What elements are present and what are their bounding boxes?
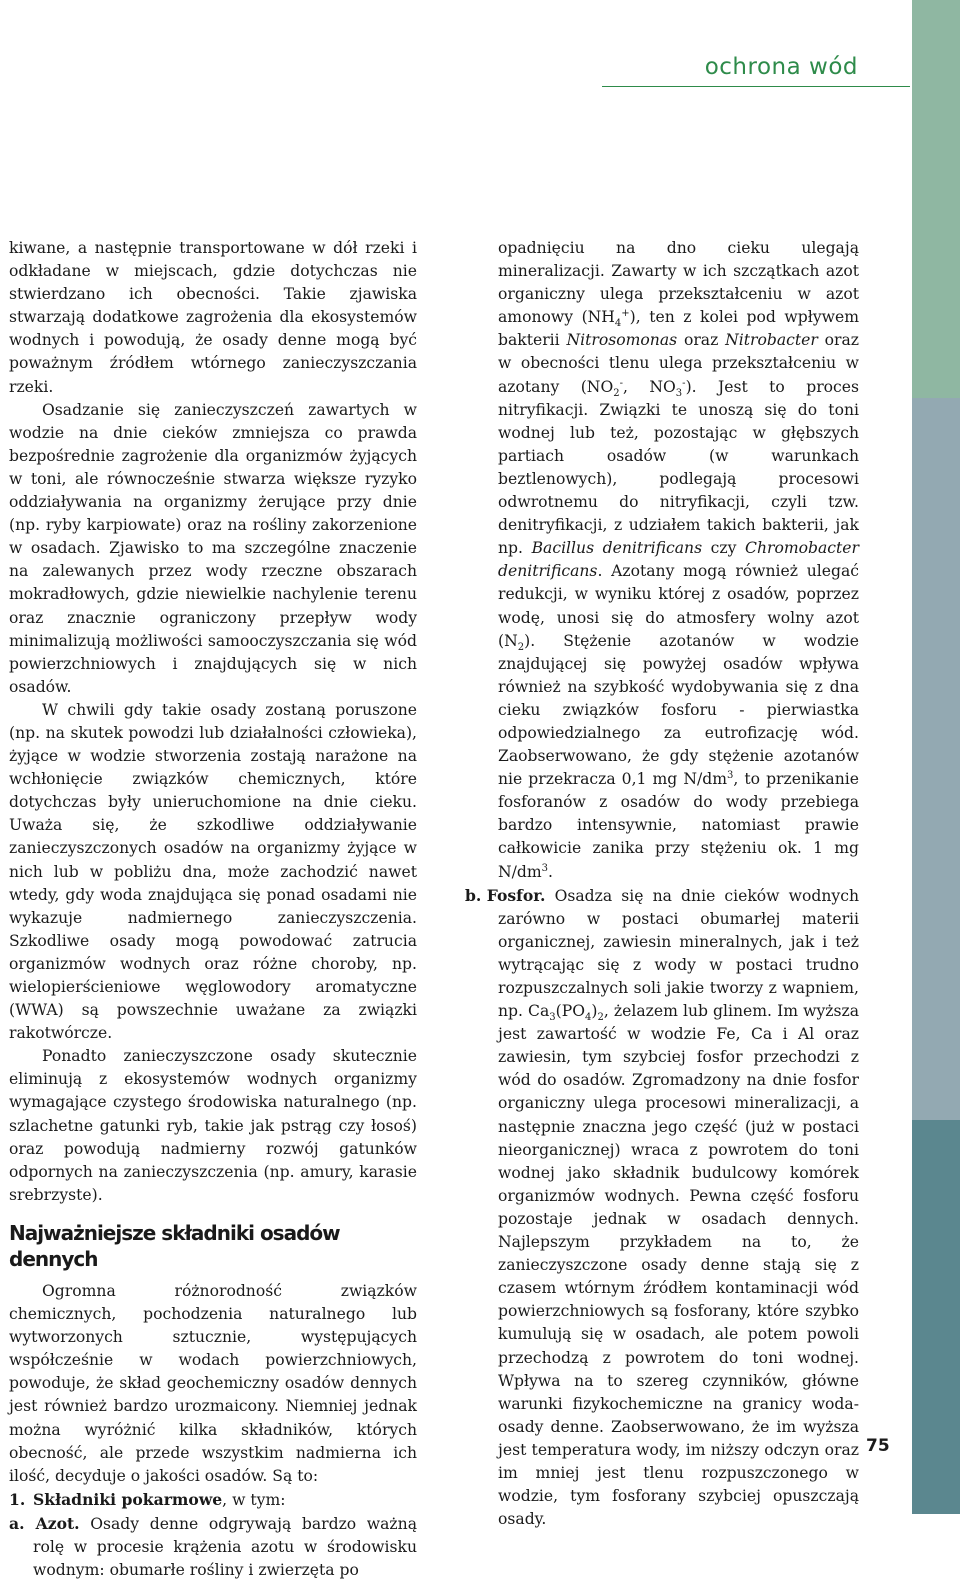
page-number: 75 <box>866 1436 890 1456</box>
italic-term: Nitrobacter <box>725 331 818 350</box>
text-run: opadnięciu na dno cieku ulegają mineralizacji. Zawarty w ich szczątkach azot organiczny ulega przekształceniu w azot amonowy (NH <box>498 239 859 327</box>
side-color-bar <box>912 0 960 1514</box>
text-run: , NO <box>623 377 676 396</box>
sublist-item-label: b. Fosfor. <box>465 885 546 905</box>
text-run: Osadza się na dnie cieków wodnych zarówno w postaci obumarłej materii organicznej, zawiesin mineralnych, jak i też wytrącając się z wody w postaci trudno rozpuszczalnych soli jakie tworzy z wapniem, np. Ca <box>498 886 859 1021</box>
sublist-item <box>465 884 859 1532</box>
paragraph: kiwane, a następnie transportowane w dół rzeki i odkładane w miejscach, gdzie dotychczas nie stwierdzano ich obecności. Takie zjawiska stwarzają dodatkowe zagrożenia dla ekosystemów wodnych i powodują, że osady denne mogą być poważnym źródłem wtórnego zanieczyszczania rzeki. <box>9 239 417 396</box>
text-run: ) <box>591 1002 598 1021</box>
italic-term: Nitrosomonas <box>566 331 678 350</box>
subscript: 3 <box>549 1012 556 1024</box>
subscript: 3 <box>675 387 683 399</box>
text-run: oraz w obecności tlenu ulega przekształceniu w azotany (NO <box>498 331 859 396</box>
list-item <box>9 1488 417 1512</box>
text-run: ). Stężenie azotanów w wodzie znajdującej się powyżej osadów wpływa również na szybkość wydobywania się z dna cieku związków fosforu - pierwiastka odpowiedzialnego za eutrofizację wód. Zaobserwowano, że gdy stężenie azotanów nie przekracza 0,1 mg N/dm <box>498 631 859 789</box>
subscript: 2 <box>613 387 620 399</box>
subscript: 4 <box>585 1012 592 1024</box>
italic-term: Bacillus denitrificans <box>531 539 703 558</box>
paragraph: Ponadto zanieczyszczone osady skutecznie eliminują z ekosystemów wodnych organizmy wymagające czystego środowiska naturalnego (np. szlachetne gatunki ryb, takie jak pstrąg czy łosoś) oraz powodują nadmierny rozwój gatunków odpornych na zanieczyszczenia (np. amury, karasie srebrzyste). <box>9 1047 417 1204</box>
text-run: (PO <box>555 1002 586 1021</box>
side-bar-segment-teal <box>912 1120 960 1514</box>
text-run: ). Jest to proces nitryfikacji. Związki te unoszą się do toni wodnej lub też, pozostając w głębszych partiach osadów (w warunkach beztlenowych), podlegają procesowi odwrotnemu do nitryfikacji, czyli tzw. denitryfikacji, z udziałem takich bakterii, jak np. <box>498 377 859 558</box>
subscript: 2 <box>517 641 525 653</box>
text-run: . Azotany mogą również ulegać redukcji, w wyniku której z osadów, poprzez wodę, unosi się do atmosfery wolny azot (N <box>498 562 859 650</box>
superscript: + <box>621 308 630 320</box>
text-run: oraz <box>677 331 726 350</box>
superscript: 3 <box>541 862 549 874</box>
text-run: ), ten z kolei pod wpływem bakterii <box>498 308 859 350</box>
paragraph <box>465 237 859 884</box>
list-number: 1. <box>9 1489 26 1509</box>
header-rule <box>602 86 910 87</box>
text-run: . <box>548 862 554 881</box>
sublist-item-text: Osady denne odgrywają bardzo ważną rolę w procesie krążenia azotu w środowisku wodnym: obumarłe rośliny i zwierzęta po <box>33 1514 417 1580</box>
superscript: - <box>682 377 686 389</box>
paragraph: Ogromna różnorodność związków chemicznych, pochodzenia naturalnego lub wytworzonych sztucznie, występujących współcześnie w wodach powierzchniowych, powoduje, że skład geochemiczny osadów dennych jest również bardzo urozmaicony. Niemniej jednak można wyróżnić kilka składników, których obecność, ale przede wszystkim nadmierna ich ilość, decyduje o jakości osadów. Są to: <box>9 1281 417 1485</box>
superscript: 3 <box>727 769 734 781</box>
right-column <box>465 237 859 1531</box>
side-bar-segment-gray <box>912 398 960 1120</box>
section-heading: Najważniejsze składniki osadów dennych <box>9 1220 340 1271</box>
sublist-item <box>9 1512 417 1582</box>
text-run: , żelazem lub glinem. Im wyższa jest zawartość w wodzie Fe, Ca i Al oraz zawiesin, tym szybciej fosfor przechodzi z wód do osadów. Zgromadzony na dnie fosfor organiczny ulega procesowi mineralizacji, a następnie znaczna jego część (już w postaci nieorganicznej) wraca z powrotem do toni wodnej jako składnik budulcowy komórek organizmów wodnych. Pewna część fosforu pozostaje jednak w osadach dennych. Najlepszym przykładem na to, że zanieczyszczone osady denne stają się z czasem wtórnym źródłem kontaminacji wód powierzchniowych są fosforany, które szybko kumulują się w osadach, ale potem powoli przechodzą z powrotem do toni wodnej. Wpływa na to szereg czynników, główne warunki fizykochemiczne na granicy woda-osady denne. Zaobserwowano, że im wyższa jest temperatura wody, im niższy odczyn oraz im mniej jest tlenu rozpuszczonego w wodzie, tym fosforany szybciej opuszczają osady. <box>498 1002 859 1529</box>
list-item-text: , w tym: <box>222 1490 286 1509</box>
side-bar-segment-green <box>912 0 960 398</box>
text-run: czy <box>702 539 746 558</box>
left-column <box>9 237 417 1582</box>
italic-term: Chromobacter denitrificans <box>498 539 859 581</box>
subscript: 2 <box>597 1012 604 1024</box>
paragraph: Osadzanie się zanieczyszczeń zawartych w wodzie na dnie cieków zmniejsza co prawda bezpośrednie zagrożenie dla organizmów żyjących w toni, ale równocześnie stwarza większe ryzyko oddziaływania na organizmy żerujące przy dnie (np. ryby karpiowate) oraz na rośliny zakorzenione w osadach. Zjawisko to ma szczególne znaczenie na zalewanych przez wody rzeczne obszarach mokradłowych, gdzie niewielkie nachylenie terenu oraz znacznie ograniczony przepływ wody minimalizują możliwości samooczyszczania się wód powierzchniowych i znajdujących się w nich osadów. <box>9 400 417 696</box>
running-header: ochrona wód <box>704 54 858 80</box>
text-run: , to przenikanie fosforanów z osadów do wody przebiega bardzo intensywnie, natomiast prawie całkowicie zanika przy stężeniu ok. 1 mg N/dm <box>498 770 859 881</box>
superscript: - <box>619 377 623 389</box>
paragraph: W chwili gdy takie osady zostaną poruszone (np. na skutek powodzi lub działalności człowieka), żyjące w wodzie stworzenia zostają narażone na wchłonięcie związków chemicznych, które dotychczas były unieruchomione na dnie cieku. Uważa się, że szkodliwe oddziaływanie zanieczyszczonych osadów na organizmy żyjące w nich lub w pobliżu dna, może zachodzić nawet wtedy, gdy woda znajdująca się ponad osadami nie wykazuje nadmiernego zanieczyszczenia. Szkodliwe osady mogą powodować zatrucia organizmów wodnych oraz różne choroby, np. wielopierścieniowe węglowodory aromatyczne (WWA) są powszechnie uważane za związki rakotwórcze. <box>9 700 417 1043</box>
list-item-label: Składniki pokarmowe <box>33 1489 223 1509</box>
sublist-item-label: a. Azot. <box>9 1513 80 1533</box>
subscript: 4 <box>614 318 622 330</box>
